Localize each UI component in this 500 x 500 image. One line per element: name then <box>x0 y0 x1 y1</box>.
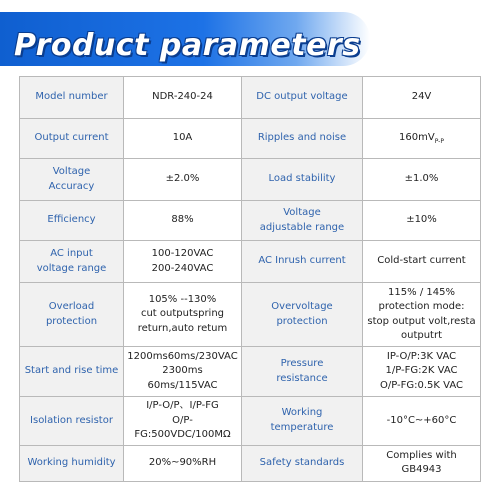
value-line: I/P-O/P、I/P-FG <box>146 400 219 411</box>
value-line: outputrt <box>400 330 442 341</box>
param-label <box>242 201 363 241</box>
label-line: Voltage <box>52 166 91 177</box>
label-line: Working <box>281 407 323 419</box>
param-label <box>20 283 124 347</box>
label-line: temperature <box>270 421 334 433</box>
label-line: Safety standards <box>259 456 345 468</box>
value-line: cut outputspring <box>140 308 225 320</box>
value-line: 88% <box>171 214 194 226</box>
param-value <box>124 119 242 159</box>
value-line: ±1.0% <box>404 173 439 185</box>
label-line: DC output voltage <box>256 91 348 103</box>
value-line: 115% / 145% <box>388 286 455 298</box>
param-value <box>363 241 481 283</box>
label-line: Overvoltage <box>271 301 333 312</box>
value-line: 100-120VAC <box>151 248 214 259</box>
param-value <box>363 283 481 347</box>
param-value <box>124 159 242 201</box>
param-value <box>124 445 242 481</box>
value-line: 24V <box>411 91 432 103</box>
param-label <box>242 77 363 119</box>
parameters-table <box>19 76 481 482</box>
value-line: NDR-240-24 <box>152 91 213 103</box>
value-line: 10A <box>172 132 193 144</box>
table-row <box>20 347 481 397</box>
label-line: protection <box>276 315 328 327</box>
label-line: resistance <box>276 372 328 384</box>
label-line: Model number <box>35 91 108 103</box>
param-value <box>124 201 242 241</box>
param-value <box>124 241 242 283</box>
param-value <box>124 77 242 119</box>
param-label <box>20 119 124 159</box>
label-line: Working humidity <box>27 456 116 468</box>
value-line: Complies with GB4943 <box>386 449 457 475</box>
value-line: return,auto retum <box>137 322 228 334</box>
value-line: O/P-FG:500VDC/100MΩ <box>134 414 231 440</box>
label-line: Overload <box>48 301 95 312</box>
value-line: Cold-start current <box>377 255 466 267</box>
param-value <box>363 201 481 241</box>
param-label <box>20 347 124 397</box>
label-line: adjustable range <box>259 221 345 233</box>
label-line: Ripples and noise <box>257 132 347 144</box>
param-label <box>20 77 124 119</box>
label-line: voltage range <box>36 262 107 274</box>
param-value <box>363 445 481 481</box>
value-line: 2300ms 60ms/115VAC <box>147 365 218 391</box>
param-value <box>363 397 481 446</box>
param-value <box>363 77 481 119</box>
table-row <box>20 201 481 241</box>
title-banner <box>0 12 370 66</box>
value-line: protection mode: <box>378 301 465 312</box>
param-value <box>363 159 481 201</box>
label-line: Start and rise time <box>24 365 119 377</box>
table-row <box>20 159 481 201</box>
value-line: 1/P-FG:2K VAC <box>385 365 458 377</box>
value-line: O/P-FG:0.5K VAC <box>379 379 464 391</box>
label-line: protection <box>45 315 98 327</box>
label-line: Output current <box>34 132 109 144</box>
label-line: Accuracy <box>48 180 95 192</box>
param-label <box>242 119 363 159</box>
param-value <box>124 283 242 347</box>
value-line: 200-240VAC <box>151 262 214 274</box>
value-line: 1200ms60ms/230VAC <box>127 350 238 362</box>
param-label <box>20 241 124 283</box>
table-row <box>20 283 481 347</box>
value-line: -10°C~+60°C <box>386 414 457 426</box>
param-label <box>242 347 363 397</box>
table-row <box>20 397 481 446</box>
value-subscript: P-P <box>434 137 444 145</box>
label-line: AC Inrush current <box>258 255 346 267</box>
param-label <box>20 397 124 446</box>
label-line: Efficiency <box>47 214 96 226</box>
value-line: ±2.0% <box>165 173 200 185</box>
value-line: 105% --130% <box>148 293 217 305</box>
param-value <box>363 347 481 397</box>
label-line: Load stability <box>268 173 336 185</box>
table-row <box>20 119 481 159</box>
value-line: stop output volt,resta <box>367 315 476 327</box>
param-label <box>242 397 363 446</box>
param-label <box>20 445 124 481</box>
param-label <box>20 159 124 201</box>
param-value <box>124 397 242 446</box>
param-label <box>242 283 363 347</box>
param-value <box>124 347 242 397</box>
label-line: AC input <box>50 248 93 259</box>
value-line: 20%~90%RH <box>148 456 217 468</box>
label-line: Isolation resistor <box>30 414 113 426</box>
value-line: ±10% <box>406 214 437 226</box>
param-value <box>363 119 481 159</box>
label-line: Voltage <box>283 207 321 218</box>
value-line: IP-O/P:3K VAC <box>386 350 457 362</box>
table-row <box>20 77 481 119</box>
table-row <box>20 241 481 283</box>
param-label <box>20 201 124 241</box>
param-label <box>242 159 363 201</box>
label-line: Pressure <box>280 358 324 369</box>
param-label <box>242 445 363 481</box>
param-label <box>242 241 363 283</box>
table-row <box>20 445 481 481</box>
page-title: Product parameters <box>14 28 361 63</box>
value-main: 160mV <box>399 131 435 143</box>
